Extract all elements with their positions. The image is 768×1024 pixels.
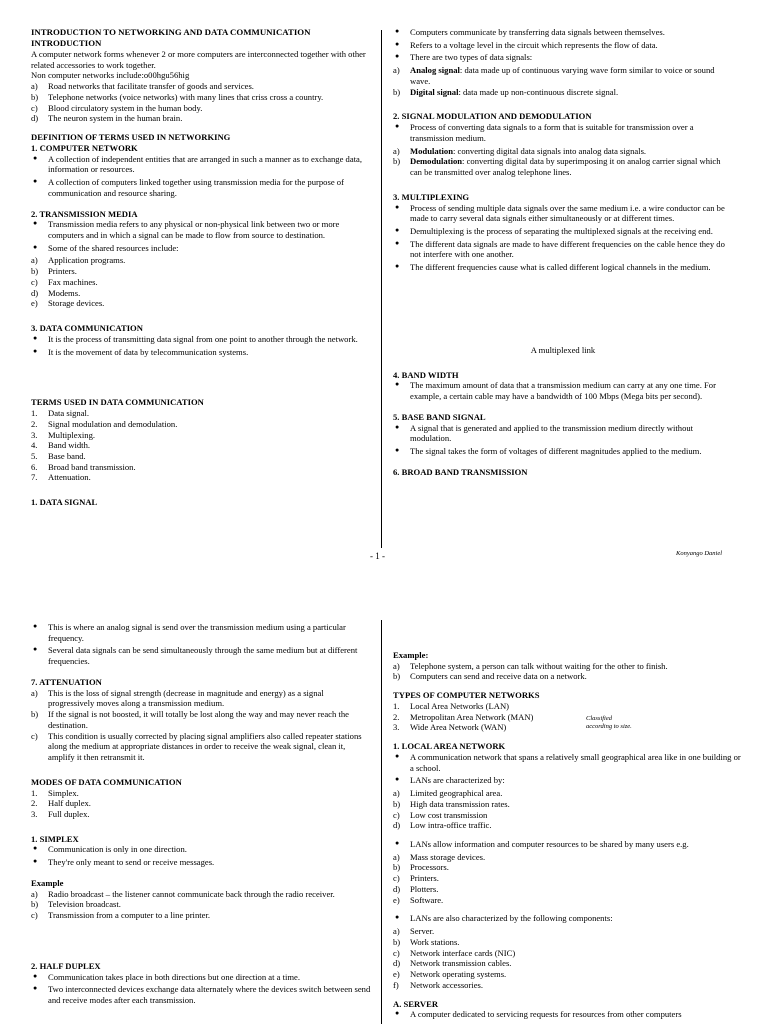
- list-item: d) The neuron system in the human brain.: [31, 113, 183, 124]
- modes-heading: MODES OF DATA COMMUNICATION: [31, 776, 182, 787]
- page1-right-column: [393, 27, 733, 478]
- modulation-types-list: [393, 146, 733, 178]
- page-number: - 1 -: [370, 551, 385, 561]
- page1-left-column: [31, 27, 371, 508]
- list-item: e) Network operating systems.: [393, 969, 507, 980]
- list-item: ● A collection of computers linked together using transmission media for the purpose of communication and resource sharing.: [31, 177, 371, 198]
- shared-resources-list: [31, 255, 371, 309]
- computer-network-bullets: [31, 154, 371, 199]
- list-item: e) Software.: [393, 894, 444, 905]
- list-item: ● LANs allow information and computer resources to be shared by many users e.g.: [393, 839, 743, 850]
- list-item: 3. Wide Area Network (WAN): [393, 722, 507, 733]
- list-item: 7. Attenuation.: [31, 472, 91, 483]
- list-item: a) Telephone system, a person can talk without waiting for the other to finish.: [393, 660, 668, 671]
- simplex-examples-list: [31, 889, 371, 921]
- list-item: ● The different data signals are made to have different frequencies on the cable hence they do not interfere with one another.: [393, 239, 733, 260]
- list-item: 3. Full duplex.: [31, 809, 90, 820]
- data-signal-heading: 1. DATA SIGNAL: [31, 497, 98, 508]
- attenuation-heading: 7. ATTENUATION: [31, 676, 102, 687]
- list-item: ● Process of sending multiple data signals over the same medium i.e. a wire conductor can be made to carry several data signals either simultaneously or at different times.: [393, 203, 733, 224]
- intro-text: A computer network forms whenever 2 or more computers are interconnected together with other related accessories to work together.: [31, 48, 366, 70]
- list-item: ● LANs are characterized by:: [393, 775, 743, 786]
- list-item: f) Network accessories.: [393, 979, 484, 990]
- list-item: ● The different frequencies cause what is called different logical channels in the medium.: [393, 262, 733, 273]
- bandwidth-heading: 4. BAND WIDTH: [393, 369, 459, 380]
- signal-types-list: [393, 65, 733, 97]
- modulation-heading: 2. SIGNAL MODULATION AND DEMODULATION: [393, 111, 592, 122]
- page2-right-column: [393, 650, 743, 1022]
- list-item: 1. Simplex.: [31, 787, 79, 798]
- list-item: c) This condition is usually corrected by placing signal amplifiers also called repeater stations along the medium at appropriate distances in order to receive the weak signal, clean it, amplify it then retransmit it.: [31, 730, 362, 763]
- list-item: b) Telephone networks (voice networks) with many lines that criss cross a country.: [31, 91, 324, 102]
- lan-bullets: [393, 752, 743, 786]
- lan-characteristics-list: [393, 788, 743, 831]
- list-item: ● A signal that is generated and applied to the transmission medium directly without modulation.: [393, 423, 733, 444]
- list-item: 6. Broad band transmission.: [31, 461, 136, 472]
- list-item: ● Several data signals can be send simultaneously through the same medium but at different frequencies.: [31, 645, 371, 666]
- list-item: ● LANs are also characterized by the following components:: [393, 913, 743, 924]
- list-item: ● Process of converting data signals to a form that is suitable for transmission over a transmission medium.: [393, 122, 733, 143]
- list-item: a) Application programs.: [31, 255, 126, 266]
- list-item: a) Mass storage devices.: [393, 851, 486, 862]
- lan-share-list: [393, 852, 743, 906]
- lan-heading: 1. LOCAL AREA NETWORK: [393, 741, 506, 752]
- list-item: 1. Data signal.: [31, 408, 90, 419]
- list-item: 2. Half duplex.: [31, 798, 91, 809]
- list-item: ● Demultiplexing is the process of separating the multiplexed signals at the receiving end.: [393, 226, 733, 237]
- list-item: c) Transmission from a computer to a line printer.: [31, 910, 210, 921]
- list-item: 1. Local Area Networks (LAN): [393, 700, 510, 711]
- lan-components-bullets: [393, 913, 743, 924]
- broadband-heading: 6. BROAD BAND TRANSMISSION: [393, 466, 528, 477]
- list-item: ● A collection of independent entities that are arranged in such a manner as to exchange data, information or resources.: [31, 154, 371, 175]
- list-item: b) If the signal is not boosted, it will totally be lost along the way and may never reach the destination.: [31, 709, 349, 730]
- list-item: ● A computer dedicated to servicing requests for resources from other computers: [393, 1009, 743, 1020]
- list-item: c) Fax machines.: [31, 276, 98, 287]
- list-item: b) Demodulation: converting digital data by superimposing it on analog carrier signal which can be transmitted over analog telephone lines.: [393, 156, 721, 178]
- list-item: ● There are two types of data signals:: [393, 52, 733, 63]
- definitions-heading: DEFINITION OF TERMS USED IN NETWORKING: [31, 132, 231, 143]
- list-item: b) Processors.: [393, 862, 449, 873]
- terms-heading: TERMS USED IN DATA COMMUNICATION: [31, 397, 204, 408]
- attenuation-list: [31, 688, 371, 763]
- list-item: b) Printers.: [31, 266, 77, 277]
- data-communication-bullets: [31, 334, 371, 357]
- list-item: ● Computers communicate by transferring data signals between themselves.: [393, 27, 733, 38]
- list-item: ● This is where an analog signal is send over the transmission medium using a particular frequency.: [31, 622, 371, 643]
- list-item: 2. Signal modulation and demodulation.: [31, 418, 178, 429]
- server-heading: A. SERVER: [393, 998, 439, 1009]
- page2-left-column: [31, 622, 371, 1008]
- simplex-heading: 1. SIMPLEX: [31, 833, 79, 844]
- multiplexing-bullets: [393, 203, 733, 273]
- list-item: ● The signal takes the form of voltages of different magnitudes applied to the medium.: [393, 446, 733, 457]
- transmission-media-heading: 2. TRANSMISSION MEDIA: [31, 208, 138, 219]
- modulation-bullets: [393, 122, 733, 143]
- list-item: 4. Band width.: [31, 440, 91, 451]
- list-item: 2. Metropolitan Area Network (MAN): [393, 711, 534, 722]
- list-item: d) Modems.: [31, 287, 81, 298]
- transmission-media-bullets: [31, 219, 371, 253]
- document-title: INTRODUCTION TO NETWORKING AND DATA COMMUNICATION: [31, 27, 311, 37]
- list-item: a) This is the loss of signal strength (decrease in magnitude and energy) as a signal progressively moves along a transmission medium.: [31, 687, 324, 709]
- multiplexed-link-caption: A multiplexed link: [530, 344, 596, 355]
- data-signal-bullets: [393, 27, 733, 63]
- list-item: e) Storage devices.: [31, 298, 105, 309]
- list-item: ● Transmission media refers to any physical or non-physical link between two or more computers and in which a signal can be made to flow from source to destination.: [31, 219, 371, 240]
- full-duplex-examples-list: [393, 661, 743, 682]
- list-item: a) Server.: [393, 926, 435, 937]
- server-bullets: [393, 1009, 743, 1020]
- list-item: ● A communication network that spans a relatively small geographical area like in one building or a school.: [393, 752, 743, 773]
- author-name: Konyango Daniel: [676, 550, 723, 557]
- broadband-bullets: [31, 622, 371, 667]
- column-divider: [381, 30, 382, 548]
- multiplexing-heading: 3. MULTIPLEXING: [393, 191, 470, 202]
- modes-list: [31, 788, 371, 820]
- lan-components-list: [393, 926, 743, 990]
- baseband-bullets: [393, 423, 733, 457]
- list-item: ● Communication is only in one direction.: [31, 844, 371, 855]
- data-communication-heading: 3. DATA COMMUNICATION: [31, 323, 143, 334]
- list-item: ● The maximum amount of data that a transmission medium can carry at any one time. For example, a certain cable may have a bandwidth of 100 Mbps (Mega bits per second).: [393, 380, 733, 401]
- list-item: d) Low intra-office traffic.: [393, 820, 492, 831]
- list-item: c) Low cost transmission: [393, 809, 488, 820]
- network-types-list: [393, 701, 743, 733]
- example-heading: Example: [31, 877, 64, 888]
- list-item: 3. Multiplexing.: [31, 429, 96, 440]
- list-item: ● Two interconnected devices exchange data alternately where the devices switch between send and receive modes after each transmission.: [31, 984, 371, 1005]
- list-item: ● They're only meant to send or receive messages.: [31, 857, 371, 868]
- terms-list: [31, 408, 371, 483]
- bandwidth-bullets: [393, 380, 733, 401]
- list-item: c) Blood circulatory system in the human body.: [31, 102, 203, 113]
- list-item: ● Communication takes place in both directions but one direction at a time.: [31, 972, 371, 983]
- list-item: a) Modulation: converting digital data signals into analog data signals.: [393, 145, 647, 156]
- baseband-heading: 5. BASE BAND SIGNAL: [393, 411, 486, 422]
- intro-heading: INTRODUCTION: [31, 37, 102, 48]
- network-types-heading: TYPES OF COMPUTER NETWORKS: [393, 690, 540, 701]
- computer-network-heading: 1. COMPUTER NETWORK: [31, 142, 138, 153]
- list-item: d) Network transmission cables.: [393, 958, 512, 969]
- non-computer-list: [31, 81, 371, 124]
- non-computer-intro: Non computer networks include:o00hgu56hig: [31, 70, 190, 81]
- list-item: b) Television broadcast.: [31, 899, 121, 910]
- list-item: ● Refers to a voltage level in the circuit which represents the flow of data.: [393, 40, 733, 51]
- list-item: a) Radio broadcast – the listener cannot communicate back through the radio receiver.: [31, 888, 335, 899]
- list-item: a) Analog signal: data made up of continuous varying wave form similar to voice or sound wave.: [393, 65, 715, 86]
- half-duplex-heading: 2. HALF DUPLEX: [31, 960, 101, 971]
- column-divider: [381, 620, 382, 1024]
- list-item: ● Some of the shared resources include:: [31, 243, 371, 254]
- list-item: ● It is the process of transmitting data signal from one point to another through the network.: [31, 334, 371, 345]
- list-item: ● It is the movement of data by telecommunication systems.: [31, 347, 371, 358]
- list-item: b) High data transmission rates.: [393, 798, 510, 809]
- list-item: b) Computers can send and receive data on a network.: [393, 671, 587, 682]
- simplex-bullets: [31, 844, 371, 867]
- list-item: a) Road networks that facilitate transfer of goods and services.: [31, 81, 254, 92]
- list-item: b) Digital signal: data made up non-continuous discrete signal.: [393, 86, 619, 97]
- list-item: a) Limited geographical area.: [393, 788, 503, 799]
- example-heading: Example:: [393, 650, 429, 660]
- lan-share-bullets: [393, 839, 743, 850]
- document-page-2: [0, 605, 768, 1024]
- list-item: d) Plotters.: [393, 883, 439, 894]
- list-item: c) Network interface cards (NIC): [393, 947, 516, 958]
- classified-note: Classified according to size.: [586, 715, 632, 730]
- list-item: b) Work stations.: [393, 936, 460, 947]
- list-item: c) Printers.: [393, 873, 439, 884]
- half-duplex-bullets: [31, 972, 371, 1006]
- list-item: 5. Base band.: [31, 451, 86, 461]
